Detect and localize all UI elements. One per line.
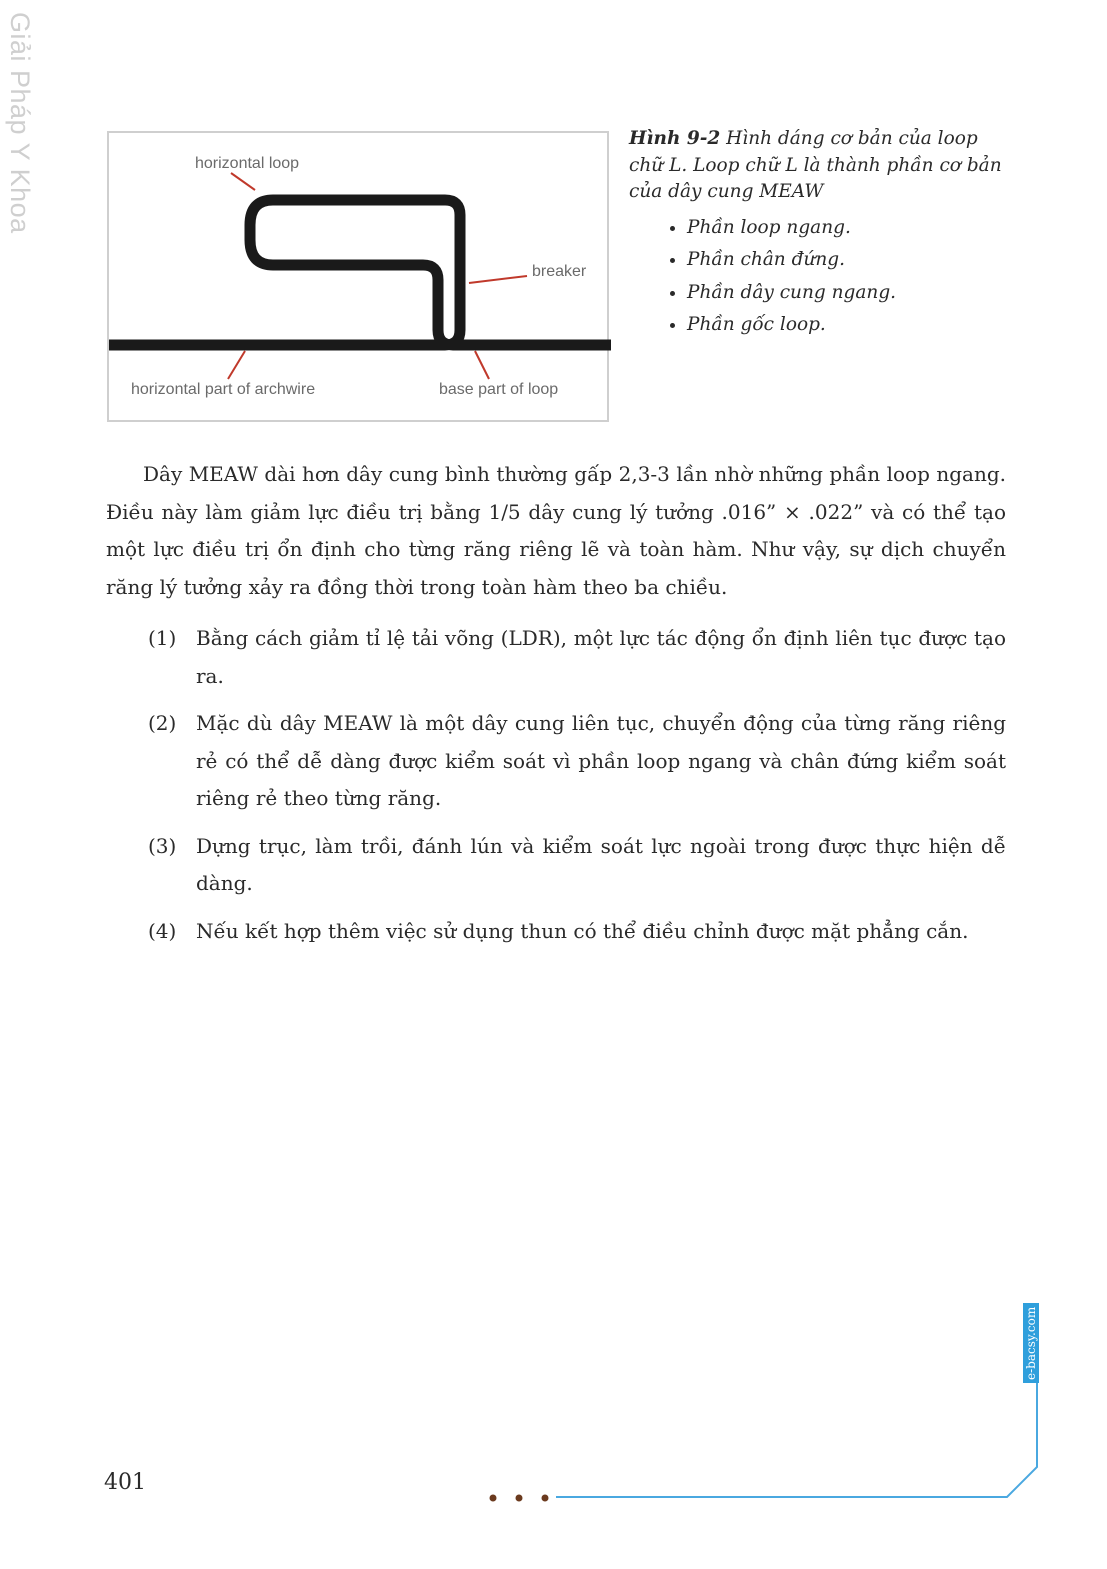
accent-border-line: [556, 1383, 1037, 1497]
label-base-part: base part of loop: [439, 381, 559, 398]
side-book-title: Giải Pháp Y Khoa: [5, 12, 35, 234]
body-paragraph: Dây MEAW dài hơn dây cung bình thường gấp 2,3-3 lần nhờ những phần loop ngang. Điều này làm giảm lực điều trị bằng 1/5 dây cung lý tưởng .016” × .022” và có thể tạo một lực điều trị ổn định cho từng răng riêng lẽ và toàn hàm. Như vậy, sự dịch chuyển răng lý tưởng xảy ra đồng thời trong toàn hàm theo ba chiều.: [106, 462, 1006, 599]
page-number: 401: [104, 1470, 146, 1495]
label-horizontal-loop: horizontal loop: [195, 155, 300, 172]
list-number: (3): [148, 833, 177, 858]
decor-dot: [516, 1495, 523, 1502]
decor-dot: [542, 1495, 549, 1502]
list-number: (4): [148, 918, 177, 943]
list-text: Nếu kết hợp thêm việc sử dụng thun có thể điều chỉnh được mặt phẳng cắn.: [196, 918, 969, 943]
caption-item: • Phần chân đứng.: [687, 244, 1009, 277]
label-horizontal-part: horizontal part of archwire: [131, 381, 316, 398]
caption-item: • Phần dây cung ngang.: [687, 277, 1009, 310]
site-watermark: e-bacsy.com: [1023, 1303, 1039, 1383]
list-text: Dựng trục, làm trồi, đánh lún và kiểm soát lực ngoài trong được thực hiện dễ dàng.: [196, 833, 1006, 895]
list-text: Mặc dù dây MEAW là một dây cung liên tục, chuyển động của từng răng riêng rẻ có thể dễ dàng được kiểm soát vì phần loop ngang và chân đứng kiểm soát riêng rẻ theo từng răng.: [196, 711, 1006, 810]
label-breaker: breaker: [532, 263, 587, 280]
caption-item: • Phần loop ngang.: [687, 212, 1009, 245]
caption-item: • Phần gốc loop.: [687, 309, 1009, 342]
caption-text: Hình dáng cơ bản của loop chữ L. Loop chữ L là thành phần cơ bản của dây cung MEAW: [629, 128, 1002, 202]
list-number: (2): [148, 711, 177, 735]
list-text: Bằng cách giảm tỉ lệ tải võng (LDR), một lực tác động ổn định liên tục được tạo ra.: [196, 626, 1006, 688]
caption-figure-number: Hình 9-2: [629, 128, 721, 149]
decor-dot: [490, 1495, 497, 1502]
list-number: (1): [148, 626, 177, 650]
